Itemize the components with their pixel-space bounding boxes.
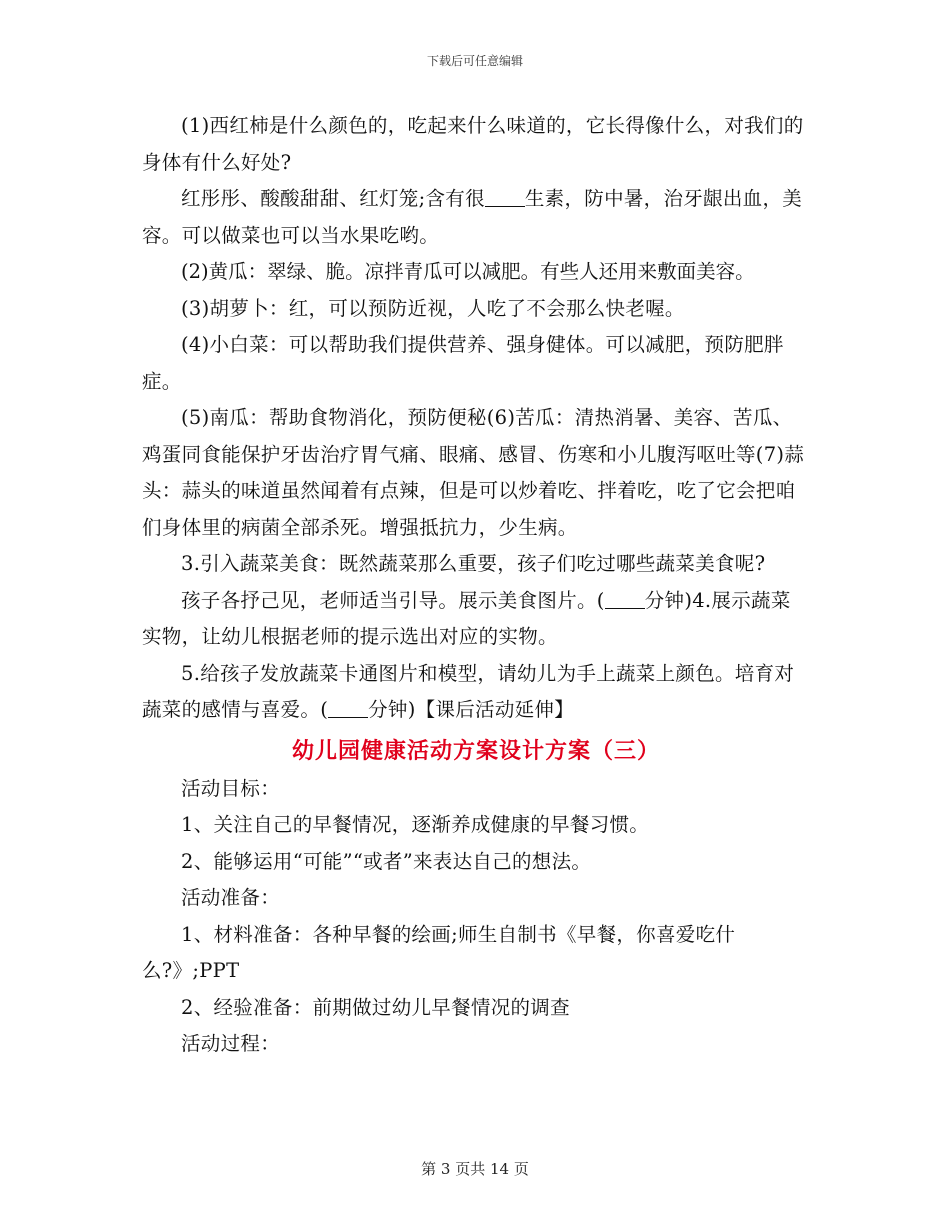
paragraph-goal-1: 1、关注自己的早餐情况，逐渐养成健康的早餐习惯。	[181, 813, 650, 836]
paragraph-preparation-heading: 活动准备：	[181, 886, 281, 909]
paragraph-carrot: (3)胡萝卜：红，可以预防近视，人吃了不会那么快老喔。	[181, 296, 685, 320]
page-footer: 第 3 页共 14 页	[421, 1160, 529, 1178]
section-title: 幼儿园健康活动方案设计方案（三）	[291, 737, 660, 764]
paragraph-text: 生素，防中暑，治牙龈出血，美容。可以做菜也可以当水果吃哟。	[142, 187, 803, 247]
paragraph-text: 红彤彤、酸酸甜甜、红灯笼;含有很	[181, 187, 485, 210]
paragraph-tomato-answer	[142, 181, 810, 254]
paragraph-preparation-1: 1、材料准备：各种早餐的绘画;师生自制书《早餐，你喜爱吃什么?》;PPT	[142, 922, 736, 982]
paragraph-text: 分钟)4.展示蔬菜实物，让幼儿根据老师的提示选出对应的实物。	[142, 588, 791, 648]
paragraph-text: 分钟)【课后活动延伸】	[368, 698, 575, 721]
paragraph-show-food	[142, 583, 810, 656]
page-header: 下载后可任意编辑	[426, 54, 523, 68]
paragraph-goals-heading: 活动目标：	[181, 776, 281, 800]
paragraph-tomato-question: (1)西红柿是什么颜色的，吃起来什么味道的，它长得像什么，对我们的身体有什么好处?	[142, 114, 804, 174]
paragraph-cucumber: (2)黄瓜：翠绿、脆。凉拌青瓜可以减肥。有些人还用来敷面美容。	[181, 260, 755, 283]
paragraph-text: 5.给孩子发放蔬菜卡通图片和模型，请幼儿为手上蔬菜上颜色。培育对蔬菜的感情与喜爱。(	[142, 661, 795, 721]
fill-blank	[485, 187, 525, 208]
paragraph-pumpkin-bittermelon-garlic: (5)南瓜：帮助食物消化，预防便秘(6)苦瓜：清热消暑、美容、苦瓜、鸡蛋同食能保护牙齿治疗胃气痛、眼痛、感冒、伤寒和小儿腹泻呕吐等(7)蒜头：蒜头的味道虽然闻着有点辣，但是可以炒着吃、拌着吃，吃了它会把咱们身体里的病菌全部杀死。增强抵抗力，少生病。	[142, 406, 805, 539]
paragraph-preparation-2: 2、经验准备：前期做过幼儿早餐情况的调查	[181, 995, 570, 1019]
paragraph-goal-2: 2、能够运用“可能”“或者”来表达自己的想法。	[181, 849, 592, 873]
paragraph-process-heading: 活动过程：	[181, 1032, 281, 1055]
fill-blank	[328, 698, 368, 719]
paragraph-text: 孩子各抒己见，老师适当引导。展示美食图片。(	[181, 588, 605, 612]
document-body	[142, 108, 810, 1063]
paragraph-vegetable-food: 3.引入蔬菜美食：既然蔬菜那么重要，孩子们吃过哪些蔬菜美食呢?	[181, 552, 766, 575]
paragraph-cabbage: (4)小白菜：可以帮助我们提供营养、强身健体。可以减肥，预防肥胖症。	[142, 333, 784, 393]
paragraph-cards	[142, 656, 810, 729]
fill-blank	[605, 588, 645, 609]
